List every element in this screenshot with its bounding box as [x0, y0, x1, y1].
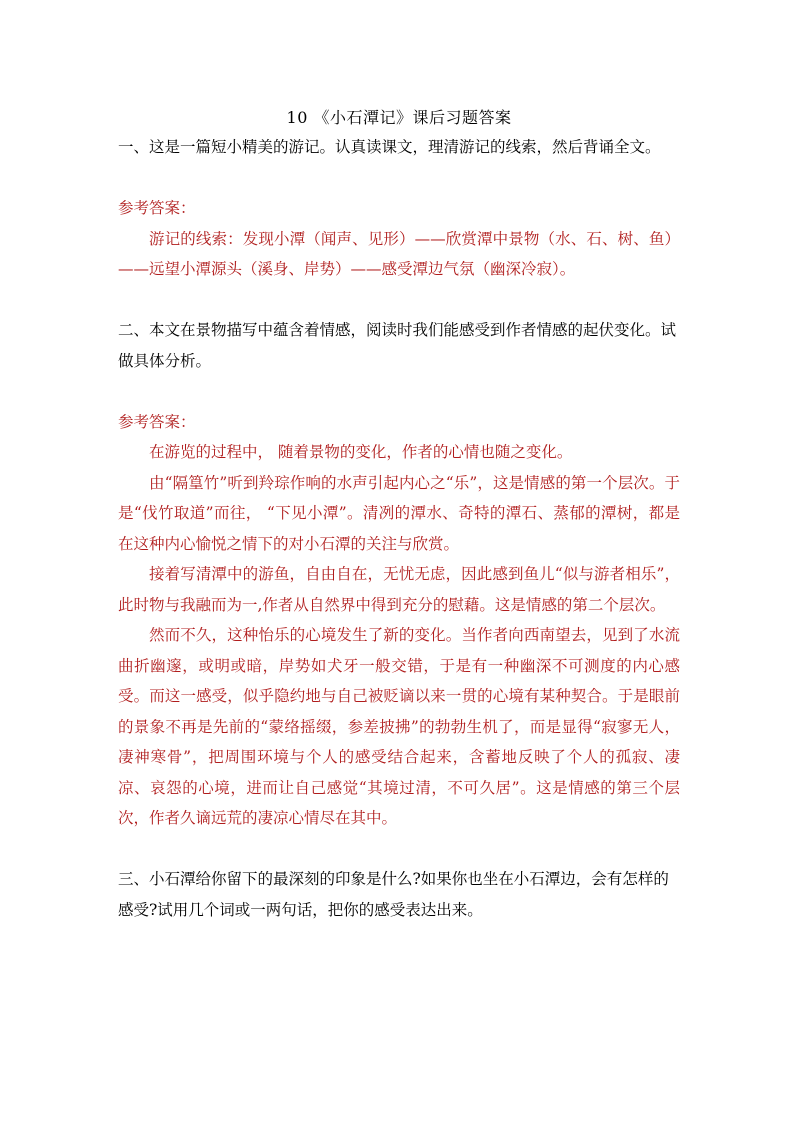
answer-1-paragraph-1: 游记的线索：发现小潭（闻声、见形）——欣赏潭中景物（水、石、树、鱼）——远望小潭源头（溪身、岸势）——感受潭边气氛（幽深冷寂）。: [118, 229, 680, 278]
document-page: [118, 104, 680, 925]
answer-2-paragraph-3: 接着写清潭中的游鱼，自由自在，无忧无虑，因此感到鱼儿“似与游者相乐”，此时物与我融而为一,作者从自然界中得到充分的慰藉。这是情感的第二个层次。: [118, 565, 680, 614]
answer-2-paragraph-4: 然而不久，这种怡乐的心境发生了新的变化。当作者向西南望去，见到了水流曲折幽邃，或明或暗，岸势如犬牙一般交错，于是有一种幽深不可测度的内心感受。而这一感受，似乎隐约地与自己被贬谪以来一贯的心境有某种契合。于是眼前的景象不再是先前的“蒙络摇缀，参差披拂”的勃勃生机了，而是显得“寂寥无人，凄神寒骨”，把周围环境与个人的感受结合起来，含蓄地反映了个人的孤寂、凄凉、哀怨的心境，进而让自己感觉“其境过清，不可久居”。这是情感的第三个层次，作者久谪远荒的凄凉心情尽在其中。: [118, 626, 680, 827]
spacer: [118, 163, 680, 194]
spacer: [118, 834, 680, 865]
question-2: 二、本文在景物描写中蕴含着情感，阅读时我们能感受到作者情感的起伏变化。试做具体分析。: [118, 321, 677, 370]
spacer: [118, 285, 680, 316]
answer-2-paragraph-1: 在游览的过程中， 随着景物的变化，作者的心情也随之变化。: [149, 443, 573, 461]
spacer: [118, 376, 680, 407]
question-1: 一、这是一篇短小精美的游记。认真读课文，理清游记的线索，然后背诵全文。: [118, 138, 661, 156]
answer-label-1: 参考答案：: [118, 199, 196, 217]
answer-2-paragraph-2: 由“隔篁竹”听到羚琮作响的水声引起内心之“乐”，这是情感的第一个层次。于是“伐竹取道”而往， “下见小潭”。清冽的潭水、奇特的潭石、蒸郁的潭树，都是在这种内心愉悦之情下的对小石潭的关注与欣赏。: [118, 473, 680, 553]
document-title: 10 《小石潭记》课后习题答案: [286, 108, 512, 127]
question-3: 三、小石潭给你留下的最深刻的印象是什么?如果你也坐在小石潭边，会有怎样的感受?试用几个词或一两句话，把你的感受表达出来。: [118, 870, 669, 919]
answer-label-2: 参考答案：: [118, 412, 196, 431]
